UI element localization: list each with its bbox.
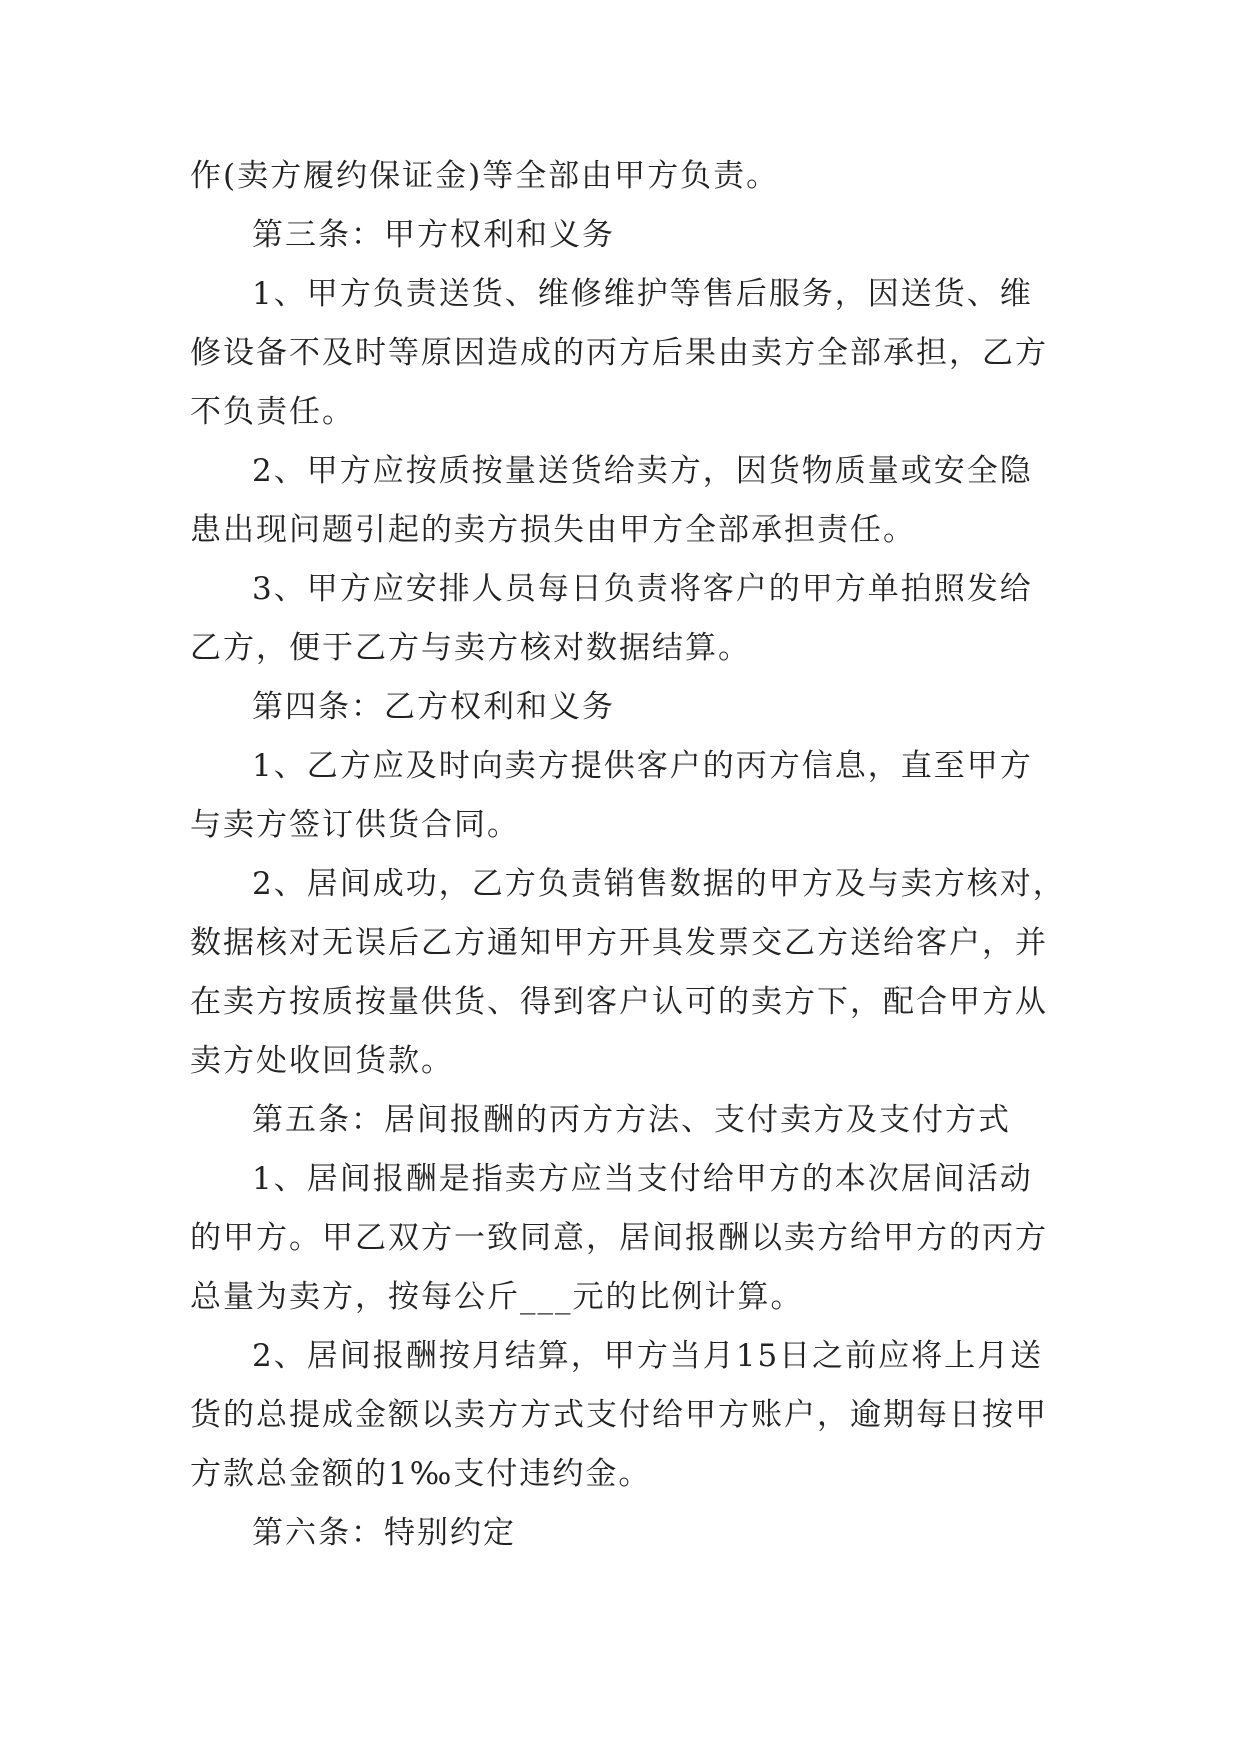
body-text-line: 方款总金额的1‰支付违约金。 — [190, 1456, 652, 1492]
section-heading-3: 第三条：甲方权利和义务 — [252, 217, 615, 253]
section-heading-4: 第四条：乙方权利和义务 — [252, 689, 615, 725]
clause-5-2: 2、居间报酬按月结算，甲方当月15日之前应将上月送 — [252, 1338, 1044, 1374]
clause-3-3: 3、甲方应安排人员每日负责将客户的甲方单拍照发给 — [252, 571, 1033, 607]
clause-3-1: 1、甲方负责送货、维修维护等售后服务，因送货、维 — [252, 276, 1033, 312]
body-text-line: 作(卖方履约保证金)等全部由甲方负责。 — [190, 158, 780, 194]
body-text-line: 不负责任。 — [190, 394, 355, 430]
body-text-line: 的甲方。甲乙双方一致同意，居间报酬以卖方给甲方的丙方 — [190, 1220, 1048, 1256]
clause-4-2: 2、居间成功，乙方负责销售数据的甲方及与卖方核对， — [252, 866, 1066, 902]
body-text-line: 修设备不及时等原因造成的丙方后果由卖方全部承担，乙方 — [190, 335, 1048, 371]
body-text-line: 乙方，便于乙方与卖方核对数据结算。 — [190, 630, 751, 666]
clause-5-1: 1、居间报酬是指卖方应当支付给甲方的本次居间活动 — [252, 1161, 1033, 1197]
section-heading-5: 第五条：居间报酬的丙方方法、支付卖方及支付方式 — [252, 1102, 1011, 1138]
body-text-line: 在卖方按质按量供货、得到客户认可的卖方下，配合甲方从 — [190, 984, 1048, 1020]
body-text-line: 数据核对无误后乙方通知甲方开具发票交乙方送给客户，并 — [190, 925, 1048, 961]
body-text-line: 患出现问题引起的卖方损失由甲方全部承担责任。 — [190, 512, 916, 548]
body-text-line: 货的总提成金额以卖方方式支付给甲方账户，逾期每日按甲 — [190, 1397, 1048, 1433]
clause-3-2: 2、甲方应按质按量送货给卖方，因货物质量或安全隐 — [252, 453, 1033, 489]
body-text-line: 与卖方签订供货合同。 — [190, 807, 520, 843]
section-heading-6: 第六条：特别约定 — [252, 1515, 516, 1551]
body-text-line: 总量为卖方，按每公斤___元的比例计算。 — [190, 1279, 804, 1315]
body-text-line: 卖方处收回货款。 — [190, 1043, 454, 1079]
clause-4-1: 1、乙方应及时向卖方提供客户的丙方信息，直至甲方 — [252, 748, 1033, 784]
